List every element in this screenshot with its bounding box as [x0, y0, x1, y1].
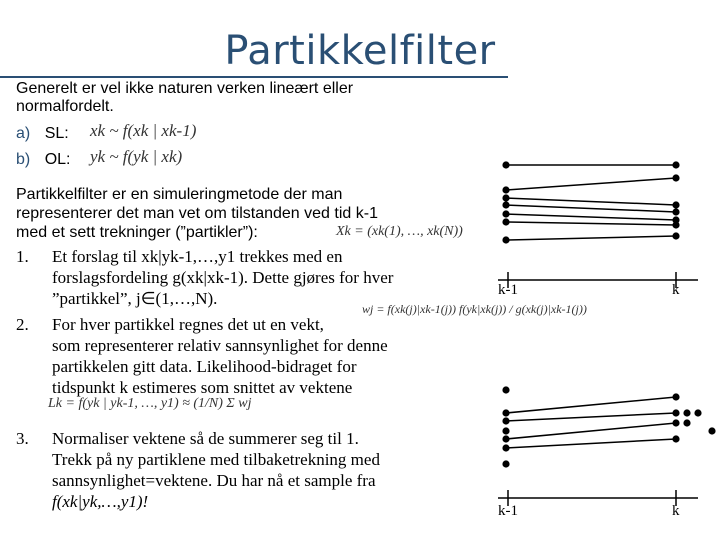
lower-path-1 — [506, 397, 676, 413]
lower-particle-left-4 — [502, 427, 509, 434]
para-line-3: med et sett trekninger (”partikler”): — [16, 224, 258, 241]
upper-path-3 — [506, 198, 676, 205]
lower-particle-left-3 — [502, 417, 509, 424]
step-1-line-3: ”partikkel”, j∈(1,…,N). — [52, 289, 218, 308]
lower-particle-left-1 — [502, 386, 509, 393]
upper-particle-left-7 — [502, 236, 509, 243]
model-a-label: a) — [16, 125, 31, 142]
upper-particle-left-3 — [502, 194, 509, 201]
particles-formula: Xk = (xk(1), …, xk(N)) — [336, 224, 463, 239]
model-b-label: b) — [16, 151, 31, 168]
model-a-name: SL: — [44, 125, 69, 142]
step-2-number: 2. — [16, 315, 29, 334]
step-3-number: 3. — [16, 429, 29, 448]
intro-line-1: Generelt er vel ikke naturen verken lineært eller — [16, 80, 354, 97]
upper-particle-left-6 — [502, 218, 509, 225]
upper-path-7 — [506, 236, 676, 240]
upper-path-4 — [506, 205, 676, 212]
upper-axis-label-left: k-1 — [498, 282, 518, 298]
lower-particle-left-6 — [502, 444, 509, 451]
model-b-formula: yk ~ f(yk | xk) — [90, 147, 183, 166]
step-3-line-1: Normaliser vektene så de summerer seg til 1. — [52, 429, 359, 448]
model-b-name: OL: — [44, 151, 71, 168]
lower-particle-right-2 — [672, 409, 679, 416]
step-1-line-1: Et forslag til xk|yk-1,…,y1 trekkes med en — [52, 247, 343, 266]
lower-particle-left-2 — [502, 409, 509, 416]
lower-particle-right-8 — [672, 435, 679, 442]
step-1-line-2: forslagsfordeling g(xk|xk-1). Dette gjøres for hver — [52, 268, 394, 287]
step-2-line-3: partikkelen gitt data. Likelihood-bidraget for — [52, 357, 357, 376]
lower-particle-right-1 — [672, 393, 679, 400]
upper-particle-left-5 — [502, 210, 509, 217]
lower-path-4 — [506, 439, 676, 448]
lower-axis-label-left: k-1 — [498, 503, 518, 519]
para-line-1: Partikkelfilter er en simuleringmetode der man — [16, 186, 343, 203]
lower-particle-right-7 — [708, 427, 715, 434]
step-3-line-3: sannsynlighet=vektene. Du har nå et sample fra — [52, 471, 376, 490]
lower-path-2 — [506, 413, 676, 421]
lower-path-3 — [506, 423, 676, 439]
upper-axis-label-right: k — [672, 282, 680, 298]
upper-particle-diagram — [498, 161, 698, 288]
upper-path-2 — [506, 178, 676, 190]
upper-particle-left-4 — [502, 201, 509, 208]
upper-path-5 — [506, 214, 676, 220]
upper-particle-left-1 — [502, 161, 509, 168]
step-2-line-2: som representerer relativ sannsynlighet for denne — [52, 336, 388, 355]
upper-particle-right-1 — [672, 161, 679, 168]
lower-particle-left-7 — [502, 460, 509, 467]
lower-particle-right-6 — [683, 419, 690, 426]
step-3-line-4: f(xk|yk,…,y1)! — [52, 492, 149, 511]
para-line-2: representerer det man vet om tilstanden ved tid k-1 — [16, 205, 378, 222]
page-title: Partikkelfilter — [224, 28, 496, 74]
step-2-line-4: tidspunkt k estimeres som snittet av vektene — [52, 378, 353, 397]
lower-particle-right-4 — [694, 409, 701, 416]
lower-particle-right-3 — [683, 409, 690, 416]
upper-particle-right-2 — [672, 174, 679, 181]
lower-axis-label-right: k — [672, 503, 680, 519]
step-2-line-1: For hver partikkel regnes det ut en vekt, — [52, 315, 324, 334]
weight-formula: wj = f(xk(j)|xk-1(j)) f(yk|xk(j)) / g(xk(j)|xk-1(j)) — [362, 302, 587, 316]
intro-line-2: normalfordelt. — [16, 98, 114, 115]
model-a-formula: xk ~ f(xk | xk-1) — [90, 121, 197, 140]
step-1-number: 1. — [16, 247, 29, 266]
upper-particle-right-4 — [672, 208, 679, 215]
lower-particle-right-5 — [672, 419, 679, 426]
lower-particle-left-5 — [502, 435, 509, 442]
upper-path-6 — [506, 222, 676, 225]
upper-particle-right-3 — [672, 201, 679, 208]
upper-particle-right-7 — [672, 232, 679, 239]
upper-particle-left-2 — [502, 186, 509, 193]
lower-particle-diagram — [498, 386, 716, 506]
step-3-line-2: Trekk på ny partiklene med tilbaketrekning med — [52, 450, 380, 469]
likelihood-formula: Lk = f(yk | yk-1, …, y1) ≈ (1/N) Σ wj — [48, 396, 252, 411]
upper-particle-right-6 — [672, 221, 679, 228]
